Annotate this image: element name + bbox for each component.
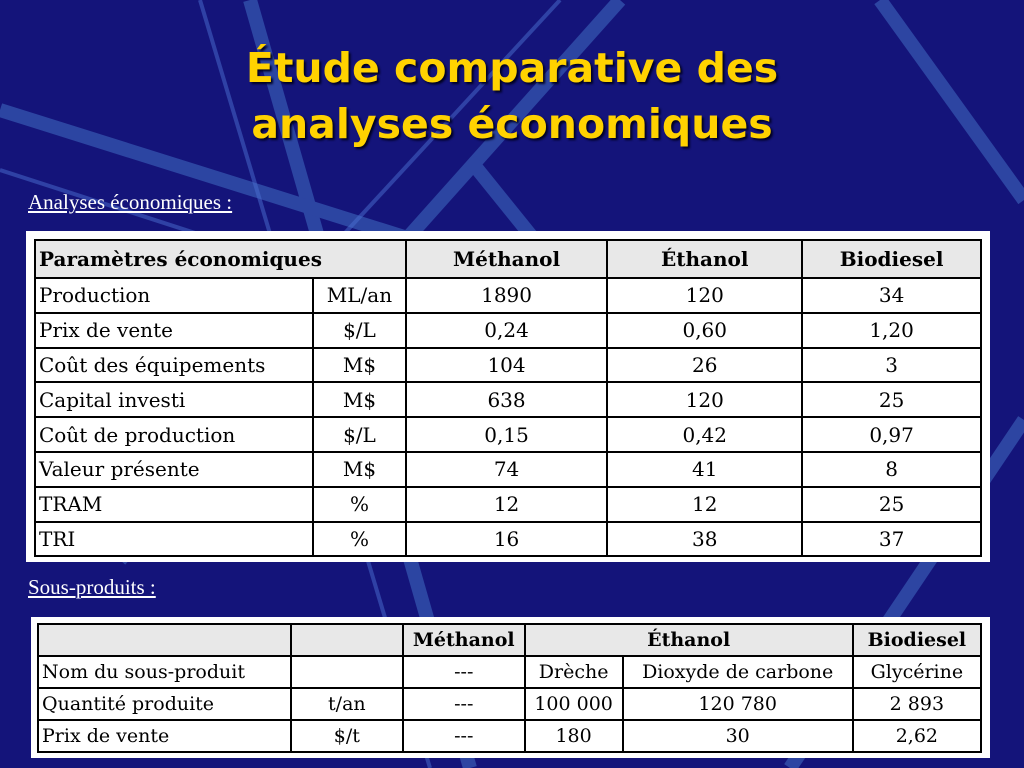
table-cell: 34 — [802, 278, 981, 313]
table-cell: Prix de vente — [38, 720, 291, 752]
table-cell: 25 — [802, 487, 981, 522]
table-cell: 104 — [406, 348, 607, 383]
economic-table — [34, 239, 982, 557]
table-cell: 12 — [406, 487, 607, 522]
table-cell: 0,97 — [802, 417, 981, 452]
table-cell: 26 — [607, 348, 802, 383]
table-row — [38, 656, 981, 688]
table-cell: 180 — [525, 720, 623, 752]
table-cell: 0,60 — [607, 313, 802, 348]
table-row — [35, 522, 981, 557]
header-cell: Biodiesel — [802, 240, 981, 278]
table-cell: Valeur présente — [35, 452, 313, 487]
table-cell: % — [313, 487, 406, 522]
table-cell: TRI — [35, 522, 313, 557]
header-cell: Éthanol — [525, 624, 853, 656]
table-cell: TRAM — [35, 487, 313, 522]
table-cell: Quantité produite — [38, 688, 291, 720]
table-cell: 3 — [802, 348, 981, 383]
table-row — [38, 688, 981, 720]
table-cell — [291, 656, 403, 688]
table-cell: Dioxyde de carbone — [623, 656, 853, 688]
table-cell: Nom du sous-produit — [38, 656, 291, 688]
table-cell: 38 — [607, 522, 802, 557]
header-cell: Paramètres économiques — [35, 240, 406, 278]
table-header-row — [35, 240, 981, 278]
table-row — [35, 278, 981, 313]
table-cell: 100 000 — [525, 688, 623, 720]
table-cell: 1,20 — [802, 313, 981, 348]
byproducts-section-label: Sous-produits : — [28, 575, 156, 599]
table-row — [35, 348, 981, 383]
table-cell: Capital investi — [35, 382, 313, 417]
table-cell: 2,62 — [853, 720, 981, 752]
header-cell — [291, 624, 403, 656]
table-cell: 12 — [607, 487, 802, 522]
header-cell: Biodiesel — [853, 624, 981, 656]
table-row — [35, 313, 981, 348]
table-row — [35, 487, 981, 522]
title-line-1: Étude comparative des — [245, 44, 779, 92]
table-cell: 0,24 — [406, 313, 607, 348]
table-cell: 37 — [802, 522, 981, 557]
table-cell: 0,42 — [607, 417, 802, 452]
table-cell: 120 780 — [623, 688, 853, 720]
table-cell: 16 — [406, 522, 607, 557]
header-cell: Méthanol — [403, 624, 525, 656]
table-cell: $/L — [313, 417, 406, 452]
table-header-row — [38, 624, 981, 656]
table-cell: 25 — [802, 382, 981, 417]
table-cell: ML/an — [313, 278, 406, 313]
table-cell: t/an — [291, 688, 403, 720]
table-cell: --- — [403, 688, 525, 720]
table-cell: --- — [403, 720, 525, 752]
economic-table-panel — [26, 231, 990, 562]
table-cell: 1890 — [406, 278, 607, 313]
table-cell: 8 — [802, 452, 981, 487]
table-cell: 120 — [607, 278, 802, 313]
table-cell: M$ — [313, 382, 406, 417]
table-cell: 41 — [607, 452, 802, 487]
table-cell: Glycérine — [853, 656, 981, 688]
table-cell: 30 — [623, 720, 853, 752]
table-cell: Prix de vente — [35, 313, 313, 348]
table-cell: $/L — [313, 313, 406, 348]
header-cell: Méthanol — [406, 240, 607, 278]
byproducts-table — [37, 623, 982, 753]
table-cell: Coût de production — [35, 417, 313, 452]
table-cell: 2 893 — [853, 688, 981, 720]
table-row — [35, 452, 981, 487]
table-cell: 74 — [406, 452, 607, 487]
byproducts-table-panel — [31, 617, 990, 758]
table-cell: 120 — [607, 382, 802, 417]
header-cell — [38, 624, 291, 656]
table-row — [35, 417, 981, 452]
title-line-2: analyses économiques — [251, 100, 773, 148]
header-cell: Éthanol — [607, 240, 802, 278]
table-cell: Coût des équipements — [35, 348, 313, 383]
table-row — [38, 720, 981, 752]
table-cell: M$ — [313, 452, 406, 487]
slide-title — [0, 40, 1024, 152]
table-cell: Production — [35, 278, 313, 313]
table-row — [35, 382, 981, 417]
table-cell: --- — [403, 656, 525, 688]
table-cell: % — [313, 522, 406, 557]
table-cell: $/t — [291, 720, 403, 752]
economic-section-label: Analyses économiques : — [28, 190, 233, 214]
table-cell: M$ — [313, 348, 406, 383]
table-cell: Drèche — [525, 656, 623, 688]
table-cell: 0,15 — [406, 417, 607, 452]
table-cell: 638 — [406, 382, 607, 417]
